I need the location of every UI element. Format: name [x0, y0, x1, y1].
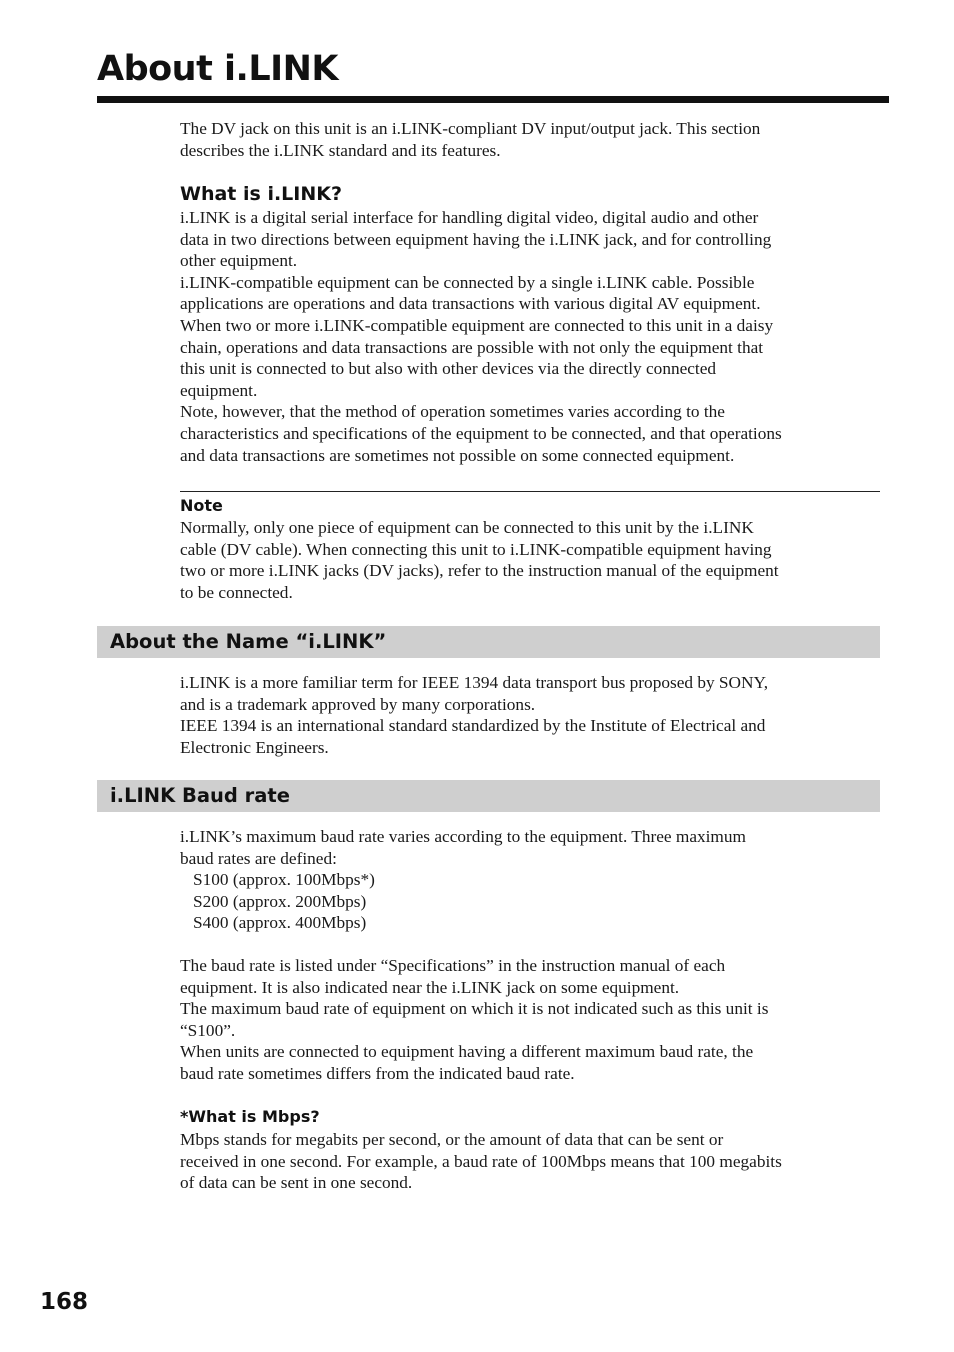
what-is-heading: What is i.LINK?: [180, 183, 342, 205]
mbps-paragraph: Mbps stands for megabits per second, or the amount of data that can be sent or received in one second. For example, a baud rate of 100Mbps means that 100 megabits of data can be sent in one second.: [180, 1130, 782, 1193]
about-name-paragraph: i.LINK is a more familiar term for IEEE 1394 data transport bus proposed by SONY, and is a trademark approved by many corporations. IEEE 1394 is an international standard standardized by the Institute of Electrical and Electronic Engineers.: [180, 673, 769, 757]
what-is-paragraph: i.LINK is a digital serial interface for handling digital video, digital audio and other data in two directions between equipment having the i.LINK jack, and for controlling other equipment. i.LINK-compatible equipment can be connected by a single i.LINK cable. Possible applications are operations and data transactions with various digital AV equipment. When two or more i.LINK-compatible equipment are connected to this unit in a daisy chain, operations and data transactions are possible with not only the equipment that this unit is connected to but also with other devices via the directly connected equipment. Note, however, that the method of operation sometimes varies according to the characteristics and specifications of the equipment to be connected, and that operations and data transactions are sometimes not possible on some connected equipment.: [180, 208, 782, 465]
baud-rate-list: [193, 869, 375, 934]
baud-rate-section-bar: [97, 780, 880, 812]
about-name-section-bar: [97, 626, 880, 658]
mbps-heading: *What is Mbps?: [180, 1107, 320, 1126]
note-divider: [180, 491, 880, 492]
page-number: 168: [40, 1289, 89, 1315]
about-name-heading: About the Name “i.LINK”: [110, 630, 387, 653]
baud-rate-item: S400 (approx. 400Mbps): [193, 913, 367, 933]
baud-rate-intro: i.LINK’s maximum baud rate varies according to the equipment. Three maximum baud rates are defined:: [180, 827, 746, 868]
title-rule: [97, 96, 889, 103]
note-heading: Note: [180, 496, 223, 515]
page-title: About i.LINK: [97, 49, 339, 89]
baud-rate-paragraph: The baud rate is listed under “Specifications” in the instruction manual of each equipment. It is also indicated near the i.LINK jack on some equipment. The maximum baud rate of equipment on which it is not indicated such as this unit is “S100”. When units are connected to equipment having a different maximum baud rate, the baud rate sometimes differs from the indicated baud rate.: [180, 956, 769, 1083]
intro-paragraph: The DV jack on this unit is an i.LINK-compliant DV input/output jack. This section describes the i.LINK standard and its features.: [180, 119, 761, 160]
baud-rate-heading: i.LINK Baud rate: [110, 784, 290, 807]
baud-rate-item: S100 (approx. 100Mbps*): [193, 870, 375, 889]
baud-rate-item: S200 (approx. 200Mbps): [193, 891, 367, 911]
note-paragraph: Normally, only one piece of equipment can be connected to this unit by the i.LINK cable (DV cable). When connecting this unit to i.LINK-compatible equipment having two or more i.LINK jacks (DV jacks), refer to the instruction manual of the equipment to be connected.: [180, 518, 779, 602]
